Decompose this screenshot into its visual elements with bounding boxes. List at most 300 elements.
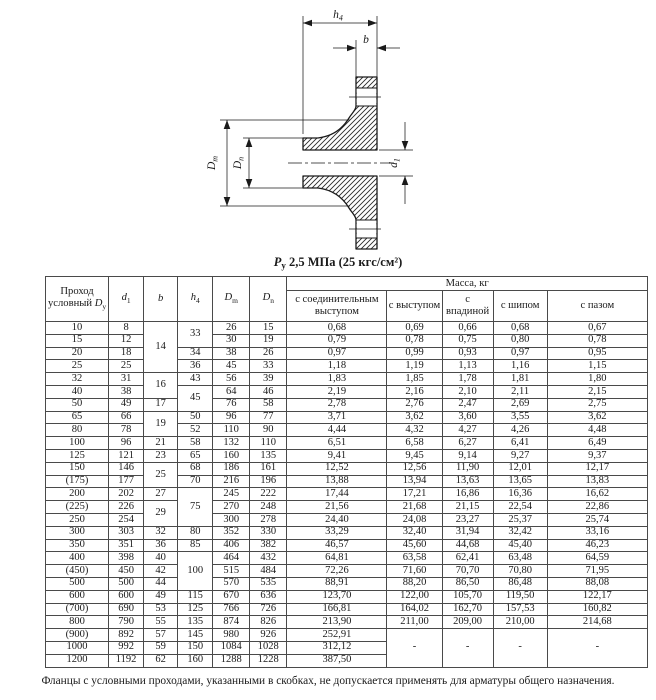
- table-cell: 15: [46, 334, 109, 347]
- table-cell: 123,70: [287, 590, 387, 603]
- table-cell: -: [493, 629, 547, 667]
- table-cell: 216: [213, 475, 250, 488]
- flange-body-upper: [303, 77, 381, 150]
- table-cell: 2,10: [442, 385, 493, 398]
- table-cell: 71,60: [387, 565, 442, 578]
- column-header-dy: Проход условный $D_у$: [46, 277, 109, 322]
- table-cell: 8: [109, 322, 144, 335]
- table-cell: 13,83: [547, 475, 647, 488]
- table-cell: 76: [213, 398, 250, 411]
- table-cell: 25,37: [493, 513, 547, 526]
- table-cell: 34: [178, 347, 213, 360]
- table-cell: 1,16: [493, 360, 547, 373]
- table-cell: 125: [46, 449, 109, 462]
- table-cell: 53: [144, 603, 178, 616]
- table-cell: -: [547, 629, 647, 667]
- table-cell: 484: [250, 565, 287, 578]
- flange-section-drawing: [0, 0, 656, 274]
- table-cell: 0,78: [387, 334, 442, 347]
- table-cell: 4,48: [547, 424, 647, 437]
- table-cell: 4,26: [493, 424, 547, 437]
- table-cell: 119,50: [493, 590, 547, 603]
- table-cell: (450): [46, 565, 109, 578]
- column-header-mass-connecting-protrusion: с соединительным выступом: [287, 291, 387, 322]
- table-row: [46, 322, 648, 335]
- table-cell: 21,56: [287, 501, 387, 514]
- table-cell: 39: [250, 373, 287, 386]
- table-cell: 600: [46, 590, 109, 603]
- table-cell: 790: [109, 616, 144, 629]
- table-cell: 3,55: [493, 411, 547, 424]
- table-cell: -: [442, 629, 493, 667]
- table-cell: 19: [250, 334, 287, 347]
- table-cell: 33: [250, 360, 287, 373]
- table-cell: 146: [109, 462, 144, 475]
- table-cell: 209,00: [442, 616, 493, 629]
- table-row: [46, 360, 648, 373]
- table-cell: 278: [250, 513, 287, 526]
- table-row: [46, 398, 648, 411]
- table-cell: 110: [213, 424, 250, 437]
- table-cell: 100: [46, 437, 109, 450]
- table-cell: 0,80: [493, 334, 547, 347]
- table-cell: 20: [46, 347, 109, 360]
- table-cell: 16,62: [547, 488, 647, 501]
- table-cell: 25,74: [547, 513, 647, 526]
- table-cell: 40: [46, 385, 109, 398]
- table-row: [46, 552, 648, 565]
- table-cell: 570: [213, 577, 250, 590]
- table-cell: 31,94: [442, 526, 493, 539]
- table-cell: 300: [46, 526, 109, 539]
- table-cell: 110: [250, 437, 287, 450]
- table-cell: 49: [144, 590, 178, 603]
- table-cell: 65: [46, 411, 109, 424]
- table-row: [46, 616, 648, 629]
- table-row: [46, 411, 648, 424]
- table-cell: 670: [213, 590, 250, 603]
- table-cell: 13,94: [387, 475, 442, 488]
- table-cell: 160: [178, 654, 213, 667]
- table-cell: 11,90: [442, 462, 493, 475]
- dim-label-h4: $h_4$: [333, 9, 343, 23]
- table-cell: 88,20: [387, 577, 442, 590]
- table-cell: 303: [109, 526, 144, 539]
- table-cell: 13,63: [442, 475, 493, 488]
- table-cell: (225): [46, 501, 109, 514]
- table-cell: 65: [178, 449, 213, 462]
- table-row: [46, 373, 648, 386]
- table-cell: 500: [109, 577, 144, 590]
- table-cell: 29: [144, 501, 178, 527]
- column-header-mass-groove: с пазом: [547, 291, 647, 322]
- table-cell: 245: [213, 488, 250, 501]
- table-cell: 25: [109, 360, 144, 373]
- table-cell: 6,58: [387, 437, 442, 450]
- table-cell: 3,62: [387, 411, 442, 424]
- dim-label-Dm: $D_m$: [206, 155, 220, 171]
- table-cell: 213,90: [287, 616, 387, 629]
- table-cell: 270: [213, 501, 250, 514]
- column-header-mass-recess: с впадиной: [442, 291, 493, 322]
- table-cell: 132: [213, 437, 250, 450]
- table-cell: 58: [178, 437, 213, 450]
- table-cell: 382: [250, 539, 287, 552]
- table-cell: 226: [109, 501, 144, 514]
- table-cell: 145: [178, 629, 213, 642]
- table-cell: 96: [213, 411, 250, 424]
- table-cell: 96: [109, 437, 144, 450]
- table-cell: 12,52: [287, 462, 387, 475]
- table-cell: 2,69: [493, 398, 547, 411]
- table-cell: 44: [144, 577, 178, 590]
- table-cell: 10: [46, 322, 109, 335]
- table-cell: 70: [178, 475, 213, 488]
- table-cell: 1,19: [387, 360, 442, 373]
- table-cell: 86,50: [442, 577, 493, 590]
- table-cell: 32,40: [387, 526, 442, 539]
- table-cell: 515: [213, 565, 250, 578]
- table-cell: 250: [46, 513, 109, 526]
- column-header-d1: $d_1$: [109, 277, 144, 322]
- table-cell: 14: [144, 322, 178, 373]
- table-cell: 160: [213, 449, 250, 462]
- table-cell: 31: [109, 373, 144, 386]
- table-cell: 30: [213, 334, 250, 347]
- table-cell: 150: [46, 462, 109, 475]
- table-cell: 16: [144, 373, 178, 399]
- table-cell: 78: [109, 424, 144, 437]
- table-cell: 1,80: [547, 373, 647, 386]
- table-cell: 12,56: [387, 462, 442, 475]
- column-header-mass-tongue: с шипом: [493, 291, 547, 322]
- column-header-b: b: [144, 277, 178, 322]
- table-cell: 9,27: [493, 449, 547, 462]
- table-cell: 80: [46, 424, 109, 437]
- table-cell: 1084: [213, 641, 250, 654]
- table-cell: 1028: [250, 641, 287, 654]
- table-cell: 406: [213, 539, 250, 552]
- table-cell: 24,40: [287, 513, 387, 526]
- table-cell: 1200: [46, 654, 109, 667]
- table-cell: 926: [250, 629, 287, 642]
- table-cell: 387,50: [287, 654, 387, 667]
- flange-body-lower: [303, 176, 381, 249]
- table-cell: 88,91: [287, 577, 387, 590]
- table-cell: 32,42: [493, 526, 547, 539]
- table-cell: 26: [250, 347, 287, 360]
- table-cell: 500: [46, 577, 109, 590]
- table-cell: 135: [178, 616, 213, 629]
- table-cell: 45,60: [387, 539, 442, 552]
- table-row: [46, 565, 648, 578]
- table-cell: 6,49: [547, 437, 647, 450]
- table-cell: 45: [178, 385, 213, 411]
- table-cell: 186: [213, 462, 250, 475]
- table-row: [46, 449, 648, 462]
- table-cell: 52: [178, 424, 213, 437]
- table-cell: 32: [46, 373, 109, 386]
- table-cell: 160,82: [547, 603, 647, 616]
- table-cell: 826: [250, 616, 287, 629]
- table-cell: 12,01: [493, 462, 547, 475]
- table-cell: 196: [250, 475, 287, 488]
- table-cell: 12,17: [547, 462, 647, 475]
- table-cell: 75: [178, 488, 213, 526]
- table-row: [46, 462, 648, 475]
- table-cell: 63,58: [387, 552, 442, 565]
- table-cell: 432: [250, 552, 287, 565]
- table-cell: 64: [213, 385, 250, 398]
- table-cell: 19: [144, 411, 178, 437]
- table-cell: 398: [109, 552, 144, 565]
- table-cell: 177: [109, 475, 144, 488]
- table-cell: 2,19: [287, 385, 387, 398]
- table-cell: 135: [250, 449, 287, 462]
- table-row: [46, 629, 648, 642]
- table-cell: 300: [213, 513, 250, 526]
- table-cell: 64,81: [287, 552, 387, 565]
- table-cell: 18: [109, 347, 144, 360]
- table-cell: 49: [109, 398, 144, 411]
- table-cell: 55: [144, 616, 178, 629]
- table-cell: 122,00: [387, 590, 442, 603]
- table-cell: 6,27: [442, 437, 493, 450]
- table-cell: 12: [109, 334, 144, 347]
- table-cell: 166,81: [287, 603, 387, 616]
- dim-label-d1: $d_1$: [388, 158, 402, 168]
- table-cell: 33: [178, 322, 213, 348]
- table-cell: 21: [144, 437, 178, 450]
- table-cell: 210,00: [493, 616, 547, 629]
- table-cell: 16,86: [442, 488, 493, 501]
- table-cell: 600: [109, 590, 144, 603]
- table-cell: 23: [144, 449, 178, 462]
- table-cell: 464: [213, 552, 250, 565]
- table-cell: 122,17: [547, 590, 647, 603]
- table-cell: 0,78: [547, 334, 647, 347]
- table-cell: 23,27: [442, 513, 493, 526]
- table-cell: 0,69: [387, 322, 442, 335]
- table-cell: 766: [213, 603, 250, 616]
- table-cell: 26: [213, 322, 250, 335]
- table-cell: 636: [250, 590, 287, 603]
- table-cell: 42: [144, 565, 178, 578]
- table-cell: 2,16: [387, 385, 442, 398]
- table-cell: 16,36: [493, 488, 547, 501]
- table-cell: 9,45: [387, 449, 442, 462]
- table-cell: 43: [178, 373, 213, 386]
- table-cell: 9,41: [287, 449, 387, 462]
- table-cell: 71,95: [547, 565, 647, 578]
- table-cell: 36: [144, 539, 178, 552]
- table-cell: 1228: [250, 654, 287, 667]
- footnote: Фланцы с условными проходами, указанными в скобках, не допускается применять для арматуры общего назначения.: [41, 674, 615, 687]
- table-cell: 17,44: [287, 488, 387, 501]
- table-cell: 21,15: [442, 501, 493, 514]
- table-cell: 125: [178, 603, 213, 616]
- table-cell: 72,26: [287, 565, 387, 578]
- table-cell: 1288: [213, 654, 250, 667]
- table-cell: 726: [250, 603, 287, 616]
- table-cell: 13,65: [493, 475, 547, 488]
- table-cell: 352: [213, 526, 250, 539]
- table-cell: 690: [109, 603, 144, 616]
- table-cell: 0,68: [287, 322, 387, 335]
- table-cell: 0,67: [547, 322, 647, 335]
- table-cell: 15: [250, 322, 287, 335]
- table-cell: 1,15: [547, 360, 647, 373]
- table-cell: 330: [250, 526, 287, 539]
- table-cell: 350: [46, 539, 109, 552]
- table-cell: 25: [144, 462, 178, 488]
- table-cell: 0,95: [547, 347, 647, 360]
- table-cell: 17: [144, 398, 178, 411]
- table-row: [46, 539, 648, 552]
- table-cell: 1,13: [442, 360, 493, 373]
- table-cell: 211,00: [387, 616, 442, 629]
- table-row: [46, 603, 648, 616]
- table-row: [46, 475, 648, 488]
- table-cell: 63,48: [493, 552, 547, 565]
- table-cell: 0,79: [287, 334, 387, 347]
- table-cell: 1192: [109, 654, 144, 667]
- table-cell: 68: [178, 462, 213, 475]
- column-header-Dm: $D_m$: [213, 277, 250, 322]
- table-cell: 980: [213, 629, 250, 642]
- table-cell: 2,15: [547, 385, 647, 398]
- table-cell: 45,40: [493, 539, 547, 552]
- table-cell: 46,57: [287, 539, 387, 552]
- table-row: [46, 526, 648, 539]
- table-cell: 13,88: [287, 475, 387, 488]
- table-cell: 1,85: [387, 373, 442, 386]
- table-cell: 17,21: [387, 488, 442, 501]
- table-cell: 6,51: [287, 437, 387, 450]
- table-cell: 62: [144, 654, 178, 667]
- column-header-Dn: $D_n$: [250, 277, 287, 322]
- table-cell: 222: [250, 488, 287, 501]
- table-cell: 312,12: [287, 641, 387, 654]
- table-cell: 9,37: [547, 449, 647, 462]
- table-cell: 57: [144, 629, 178, 642]
- table-cell: 121: [109, 449, 144, 462]
- table-cell: 50: [178, 411, 213, 424]
- table-cell: 27: [144, 488, 178, 501]
- dim-label-b: b: [363, 34, 369, 46]
- table-cell: 85: [178, 539, 213, 552]
- table-cell: 33,16: [547, 526, 647, 539]
- table-cell: 50: [46, 398, 109, 411]
- table-cell: 2,76: [387, 398, 442, 411]
- table-cell: 70,70: [442, 565, 493, 578]
- table-cell: 450: [109, 565, 144, 578]
- table-cell: 56: [213, 373, 250, 386]
- table-cell: 1,78: [442, 373, 493, 386]
- table-cell: 59: [144, 641, 178, 654]
- table-cell: 46: [250, 385, 287, 398]
- table-cell: 161: [250, 462, 287, 475]
- table-row: [46, 590, 648, 603]
- table-cell: 38: [109, 385, 144, 398]
- table-cell: 58: [250, 398, 287, 411]
- flange-table-body: [46, 322, 648, 668]
- table-cell: 66: [109, 411, 144, 424]
- table-cell: 400: [46, 552, 109, 565]
- table-cell: 62,41: [442, 552, 493, 565]
- table-cell: 874: [213, 616, 250, 629]
- table-cell: 44,68: [442, 539, 493, 552]
- table-cell: 40: [144, 552, 178, 565]
- pressure-caption: $P_у$ 2,5 МПа (25 кгс/см²): [273, 255, 403, 271]
- table-cell: (700): [46, 603, 109, 616]
- table-cell: 164,02: [387, 603, 442, 616]
- table-cell: 214,68: [547, 616, 647, 629]
- table-cell: 46,23: [547, 539, 647, 552]
- table-row: [46, 424, 648, 437]
- table-cell: 3,60: [442, 411, 493, 424]
- column-header-mass-protrusion: с выступом: [387, 291, 442, 322]
- table-cell: 24,08: [387, 513, 442, 526]
- table-cell: 150: [178, 641, 213, 654]
- table-cell: 0,93: [442, 347, 493, 360]
- table-cell: 351: [109, 539, 144, 552]
- table-row: [46, 577, 648, 590]
- table-row: [46, 513, 648, 526]
- table-cell: 248: [250, 501, 287, 514]
- table-row: [46, 501, 648, 514]
- table-cell: 1,83: [287, 373, 387, 386]
- table-cell: 21,68: [387, 501, 442, 514]
- table-cell: 115: [178, 590, 213, 603]
- dim-label-Dn: $D_n$: [232, 156, 246, 170]
- table-row: [46, 334, 648, 347]
- table-cell: 3,71: [287, 411, 387, 424]
- table-cell: 0,66: [442, 322, 493, 335]
- table-cell: 88,08: [547, 577, 647, 590]
- flange-drawing-area: [0, 0, 656, 274]
- table-cell: 90: [250, 424, 287, 437]
- table-cell: 2,47: [442, 398, 493, 411]
- table-cell: 36: [178, 360, 213, 373]
- table-cell: 1000: [46, 641, 109, 654]
- table-cell: 25: [46, 360, 109, 373]
- table-cell: (175): [46, 475, 109, 488]
- table-cell: 992: [109, 641, 144, 654]
- table-cell: -: [387, 629, 442, 667]
- table-cell: 100: [178, 552, 213, 590]
- table-cell: 32: [144, 526, 178, 539]
- table-cell: 892: [109, 629, 144, 642]
- table-cell: 80: [178, 526, 213, 539]
- flange-dimensions-table: [45, 276, 648, 668]
- table-cell: 1,81: [493, 373, 547, 386]
- table-cell: 0,97: [493, 347, 547, 360]
- table-cell: 2,11: [493, 385, 547, 398]
- table-cell: 200: [46, 488, 109, 501]
- table-cell: 202: [109, 488, 144, 501]
- table-row: [46, 347, 648, 360]
- table-cell: 4,32: [387, 424, 442, 437]
- table-cell: 2,78: [287, 398, 387, 411]
- table-cell: 0,97: [287, 347, 387, 360]
- table-cell: 86,48: [493, 577, 547, 590]
- table-cell: 0,99: [387, 347, 442, 360]
- table-cell: 22,54: [493, 501, 547, 514]
- table-cell: 6,41: [493, 437, 547, 450]
- table-cell: 535: [250, 577, 287, 590]
- table-cell: 1,18: [287, 360, 387, 373]
